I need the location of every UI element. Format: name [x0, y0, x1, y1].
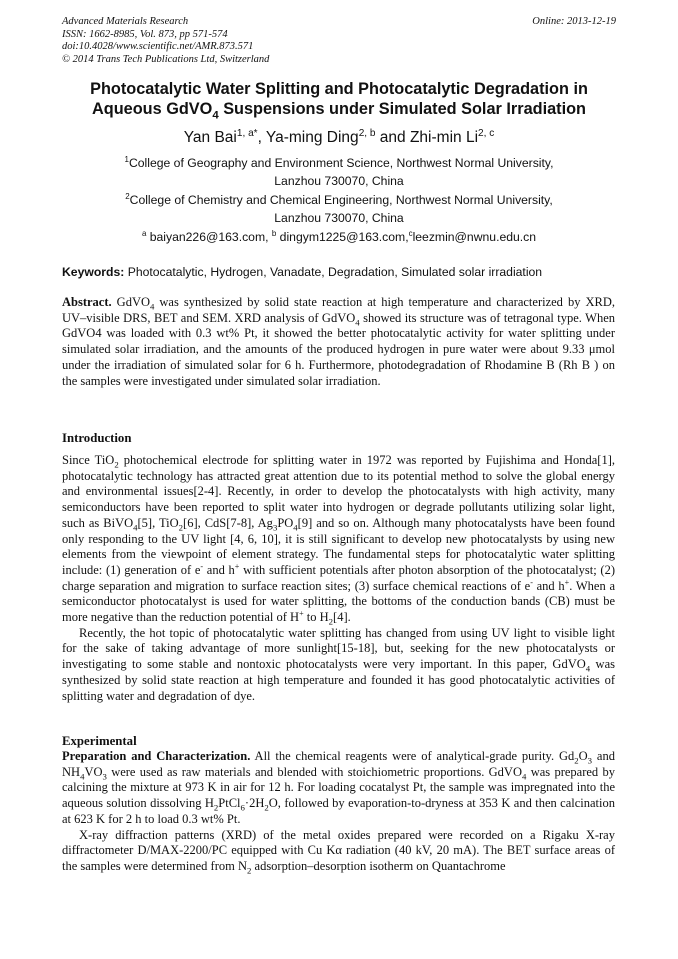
affiliation-2: $^2$College of Chemistry and Chemical Engineering, Northwest Normal University, Lanzhou 730070, China — [125, 191, 553, 225]
title-line-2: Aqueous GdVO$_4$ Suspensions under Simulated Solar Irradiation — [92, 100, 586, 122]
author-name: Ya-ming Ding — [265, 129, 359, 146]
paragraph: Recently, the hot topic of photocatalytic water splitting has changed from using UV light to visible light for the sake of taking advantage of more sunlight[15-18], but, seeking for the new photocatalysts or investigating to some stable and nontoxic photocatalysts were very important. In this paper, GdVO$_4$ was synthesized by solid state reaction at high temperature and founded it has good photocatalytic activities of splitting water and degradation of dye. — [62, 625, 615, 703]
copyright-line: © 2014 Trans Tech Publications Ltd, Switzerland — [62, 53, 270, 65]
author-name: Yan Bai — [183, 129, 237, 146]
paragraph: Preparation and Characterization. All the chemical reagents were of analytical-grade purity. $Gd_2O_3$ and $NH_4VO_3$ were used as raw materials and blended with stoichiometric proportions. GdVO$_4$ was prepared by calcining the mixture at 973 K in air for 12 h. For loading cocatalyst Pt, the sample was impregnated into the aqueous solution dissolving $H_2PtCl_6\cdot 2H_2O$, followed by evaporation-to-dryness at 353 K and then calcination at 623 K for 2 h to load 0.3 wt% Pt. — [62, 749, 616, 826]
keywords: Keywords: Photocatalytic, Hydrogen, Vanadate, Degradation, Simulated solar irradiation — [62, 265, 543, 279]
paragraph: Since TiO$_2$ photochemical electrode for splitting water in 1972 was reported by Fujishima and Honda[1], photocatalytic technology has attracted great attention due to its potential method to solve the global energy and environmental issues[2-4]. Recently, in order to develop the photocatalysts with high activity, many semiconductors have been reported to split water into hydrogen or degrade pollutants utilizing solar light, such as BiVO$_4$[5], TiO$_2$[6], CdS[7-8], $Ag_3PO_4[9]$ and so on. Although many photocatalysts have been found only responding to the UV light [4, 6, 10], it is still significant to develop new photocatalysts by using new elements from the viewpoint of element strategy. The fundamental steps for photocatalytic water splitting include: (1) generation of e- and h+ with sufficient potentials after photon absorption of the photocatalyst; (2) charge separation and migration to surface reaction sites; (3) surface chemical reactions of e- and h+. When a semiconductor photocatalyst is used for water splitting, the bottoms of the conduction bands (CB) must be more negative than the reduction potential of H+ to $H_2[4]$. — [62, 453, 616, 627]
abstract: Abstract. GdVO$_4$ was synthesized by solid state reaction at high temperature and characterized by XRD, UV–visible DRS, BET and SEM. XRD analysis of GdVO$_4$ showed its structure was of tetragonal type. When GdVO4 was loaded with 0.3 wt% Pt, it showed the better photocatalytic activity for water splitting under simulated solar irradiation, and the amounts of the produced hydrogen in pure water were about 9.33 μmol under the irradiation of simulated solar for 6 h. Furthermore, photodegradation of Rhodamine B (Rh B ) on the samples were investigated under simulated solar irradiation. — [62, 295, 615, 388]
paper-title — [60, 79, 618, 122]
email-line: $^a$ baiyan226@163.com, $^b$ dingym1225@163.com,$^c$leezmin@nwnu.edu.cn — [141, 228, 537, 244]
email-link[interactable]: leezmin@nwnu.edu.cn — [412, 230, 537, 244]
experimental-body — [62, 749, 615, 875]
title-line-1: Photocatalytic Water Splitting and Photocatalytic Degradation in — [90, 80, 588, 98]
affiliation-1: $^1$College of Geography and Environment Science, Northwest Normal University, Lanzhou 730070, China — [124, 154, 554, 188]
section-heading: Introduction — [62, 431, 132, 445]
doi-line: doi:10.4028/www.scientific.net/AMR.873.571 — [62, 41, 254, 52]
introduction-body — [62, 453, 615, 704]
email-link[interactable]: dingym1225@163.com, — [276, 230, 409, 244]
issn-line: ISSN: 1662-8985, Vol. 873, pp 571-574 — [62, 28, 228, 40]
journal-name: Advanced Materials Research — [62, 16, 189, 27]
subsection-heading: Preparation and Characterization. — [62, 749, 251, 763]
paragraph: X-ray diffraction patterns (XRD) of the metal oxides prepared were recorded on a Rigaku X-ray diffractometer D/MAX-2200/PC equipped with Cu Kα radiation (40 kV, 20 mA). The BET surface areas of the samples were determined from $N_2$ adsorption–desorption isotherm on Quantachrome — [62, 827, 615, 876]
author-list: Yan Bai$^{1, a*}$, Ya-ming Ding$^{2, b}$ and Zhi-min Li$^{2, c}$ — [183, 127, 495, 146]
section-heading: Experimental — [62, 734, 137, 748]
email-link[interactable]: baiyan226@163.com, — [146, 230, 272, 244]
page-header — [62, 16, 616, 66]
online-date: Online: 2013-12-19 — [532, 16, 616, 27]
abstract-label: Abstract. — [62, 295, 112, 309]
author-name: Zhi-min Li — [409, 129, 479, 146]
keywords-label: Keywords: — [62, 265, 125, 279]
